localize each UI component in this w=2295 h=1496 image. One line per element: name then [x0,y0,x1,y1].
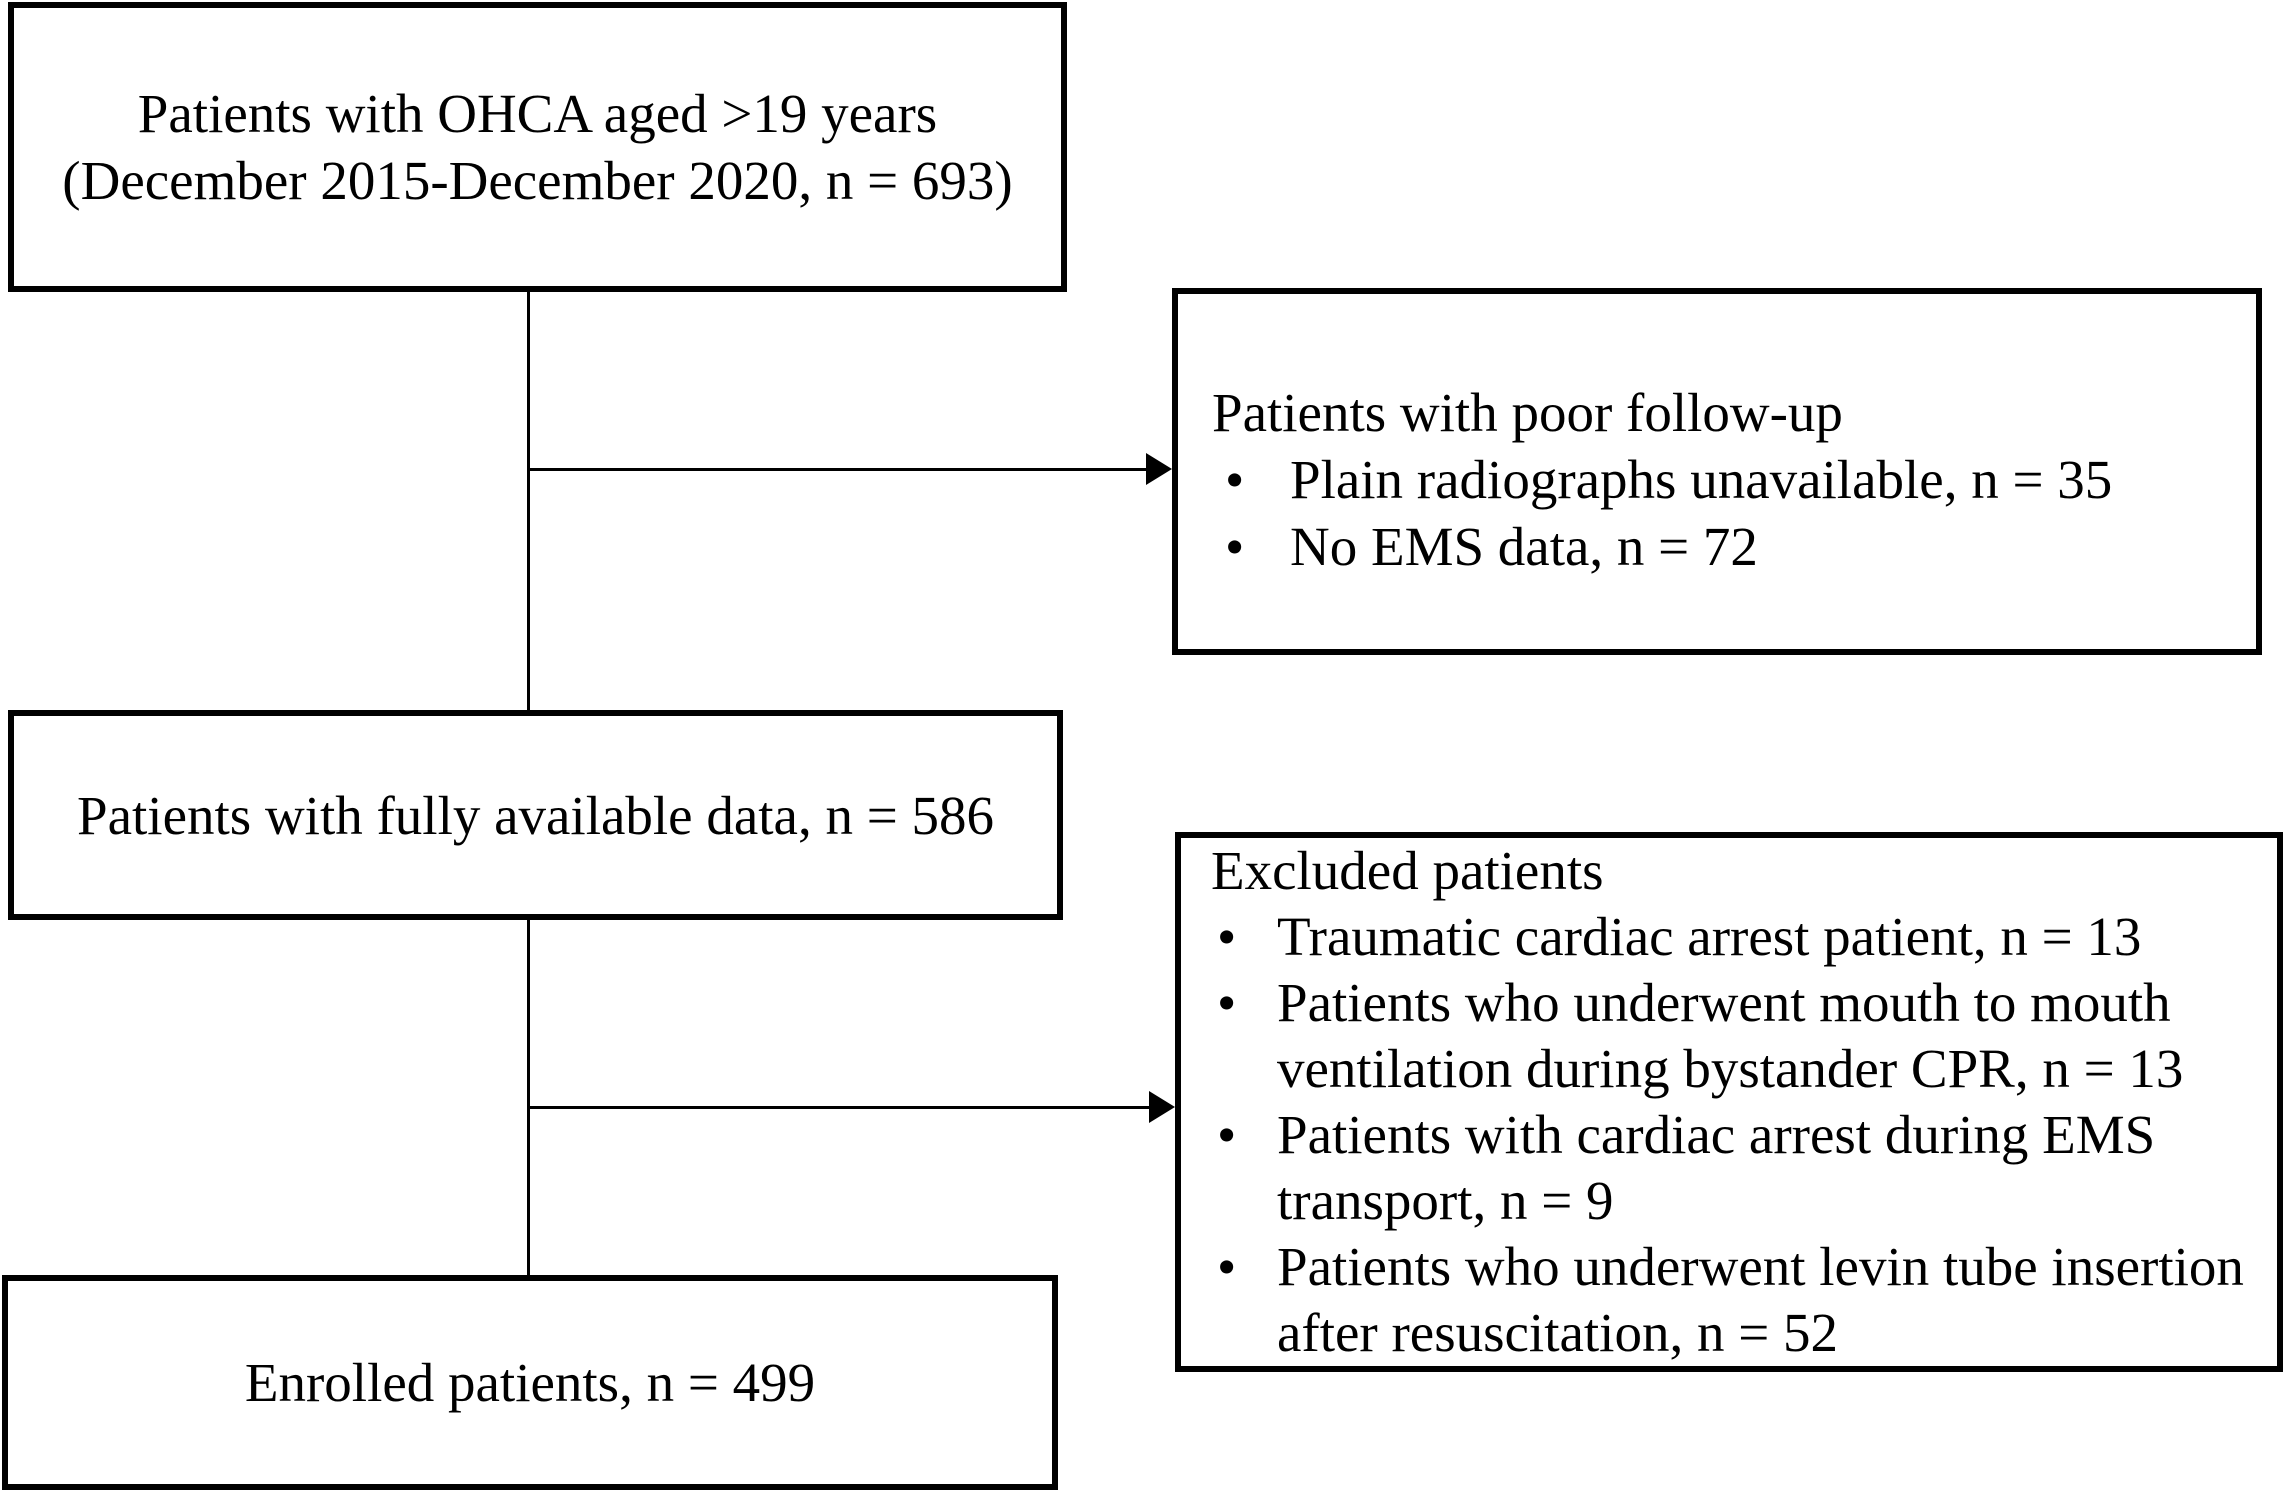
excluded-bullet-1-text: Traumatic cardiac arrest patient, n = 13 [1277,906,2142,967]
ohca-line-2: (December 2015-December 2020, n = 693) [62,150,1013,211]
bullet-icon: • [1217,1236,1237,1297]
box-enrolled [2,1275,1058,1490]
excluded-bullet-4-text: Patients who underwent levin tube insertion after resuscitation, n = 52 [1277,1236,2244,1363]
bullet-icon: • [1225,516,1245,577]
excluded-bullet-2-text: Patients who underwent mouth to mouth ventilation during bystander CPR, n = 13 [1277,972,2184,1099]
box-fully-available [8,710,1063,920]
box-poor-followup [1172,288,2262,655]
excluded-bullet-1 [1211,904,2267,970]
poor-followup-bullet-2-text: No EMS data, n = 72 [1290,516,1758,577]
excluded-title: Excluded patients [1211,840,1604,901]
poor-followup-bullet-1-text: Plain radiographs unavailable, n = 35 [1290,449,2113,510]
bullet-icon: • [1217,972,1237,1033]
excluded-bullet-4 [1211,1234,2267,1366]
enrolled-label: Enrolled patients, n = 499 [244,1352,816,1413]
poor-followup-bullet-2 [1212,513,2244,580]
arrowhead-right-icon [1149,1091,1175,1123]
poor-followup-title: Patients with poor follow-up [1212,382,1843,443]
poor-followup-bullet-1 [1212,446,2244,513]
excluded-bullet-3-text: Patients with cardiac arrest during EMS transport, n = 9 [1277,1104,2156,1231]
connector-vertical-1 [527,290,530,712]
box-ohca-patients [8,2,1067,292]
bullet-icon: • [1217,906,1237,967]
arrow-to-poor-followup [528,468,1146,471]
ohca-line-1: Patients with OHCA aged >19 years [137,83,938,144]
excluded-bullet-2 [1211,970,2267,1102]
excluded-bullet-3 [1211,1102,2267,1234]
bullet-icon: • [1217,1104,1237,1165]
connector-vertical-2 [527,918,530,1277]
fully-available-label: Patients with fully available data, n = 586 [77,784,994,846]
arrow-to-excluded [528,1106,1149,1109]
arrowhead-right-icon [1146,453,1172,485]
box-excluded [1175,832,2283,1372]
bullet-icon: • [1225,449,1245,510]
